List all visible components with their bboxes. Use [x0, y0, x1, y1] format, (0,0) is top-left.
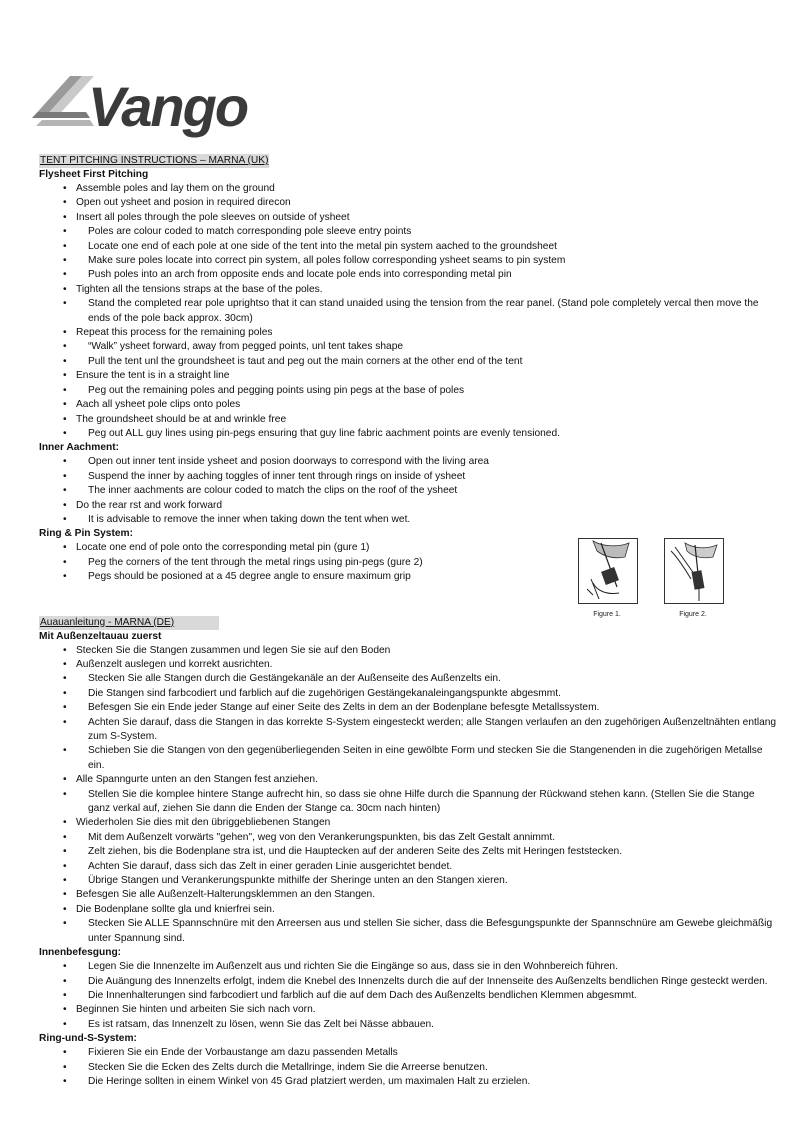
bullet-icon: •	[63, 384, 67, 396]
bullet-icon: •	[63, 975, 67, 987]
bullet-icon: •	[63, 774, 67, 786]
list-item-text: Außenzelt auslegen und korrekt ausrichten.	[76, 658, 273, 670]
list-item-text: Repeat this process for the remaining poles	[76, 327, 273, 339]
uk-content	[39, 168, 779, 585]
list-item-text: Die Bodenplane sollte gla und knierfrei sein.	[76, 903, 275, 915]
list-item	[39, 1003, 779, 1017]
list-item	[39, 427, 779, 441]
bullet-icon: •	[63, 211, 67, 223]
bullet-icon: •	[63, 989, 67, 1001]
list-item-text: Insert all poles through the pole sleeves on outside of ysheet	[76, 211, 350, 223]
list-item-text: Peg the corners of the tent through the metal rings using pin-pegs (gure 2)	[88, 556, 423, 568]
list-item	[39, 211, 779, 225]
logo-swoosh-icon	[32, 76, 94, 126]
bullet-icon: •	[63, 355, 67, 367]
instruction-list	[39, 1046, 779, 1089]
list-item	[39, 1061, 779, 1075]
list-item	[39, 484, 779, 498]
list-item	[39, 413, 779, 427]
list-item-text: Locate one end of pole onto the corresponding metal pin (gure 1)	[76, 542, 370, 554]
list-item	[39, 254, 779, 268]
list-item-text: “Walk” ysheet forward, away from pegged points, unl tent takes shape	[88, 341, 404, 353]
bullet-icon: •	[63, 1047, 67, 1059]
section-heading: Ring-und-S-System:	[39, 1033, 137, 1045]
bullet-icon: •	[63, 255, 67, 267]
list-item	[39, 860, 779, 874]
list-item-text: It is advisable to remove the inner when taking down the tent when wet.	[88, 513, 411, 525]
list-item-text: Stand the completed rear pole uprightso that it can stand unaided using the tension from the rear panel. (Stand pole completely vercal then move the ends of the pole back approx. 30cm)	[88, 298, 759, 324]
list-item-text: Stecken Sie ALLE Spannschnüre mit den Arreersen aus und stellen Sie sicher, dass die Befesgungspunkte der Spannschnüre am Gewebe gleichmäßig unter Spannung sind.	[88, 918, 773, 944]
bullet-icon: •	[63, 903, 67, 915]
list-item	[39, 340, 779, 354]
list-item-text: Befesgen Sie ein Ende jeder Stange auf einer Seite des Zelts in dem an der Bodenplane befesgte Metallssystem.	[88, 702, 600, 714]
list-item	[39, 369, 779, 383]
bullet-icon: •	[63, 513, 67, 525]
list-item	[39, 773, 779, 787]
list-item-text: Achten Sie darauf, dass die Stangen in das korrekte S-System eingesteckt werden; alle Stangen verlaufen an den zugehörigen Außenzeltnähten entlang zum S-System.	[88, 716, 777, 742]
bullet-icon: •	[63, 658, 67, 670]
list-item-text: Push poles into an arch from opposite ends and locate pole ends into corresponding metal pin	[88, 269, 512, 281]
bullet-icon: •	[63, 283, 67, 295]
list-item	[39, 658, 779, 672]
instruction-list	[39, 455, 779, 527]
list-item	[39, 182, 779, 196]
list-item	[39, 196, 779, 210]
list-item-text: The inner aachments are colour coded to match the clips on the roof of the ysheet	[88, 485, 458, 497]
bullet-icon: •	[63, 240, 67, 252]
list-item	[39, 687, 779, 701]
list-item	[39, 297, 779, 326]
bullet-icon: •	[63, 298, 67, 310]
list-item-text: Stecken Sie alle Stangen durch die Gestängekanäle an der Außenseite des Außenzelts ein.	[88, 673, 501, 685]
list-item	[39, 917, 779, 946]
bullet-icon: •	[63, 889, 67, 901]
bullet-icon: •	[63, 571, 67, 583]
list-item	[39, 283, 779, 297]
list-item	[39, 513, 779, 527]
list-item	[39, 989, 779, 1003]
list-item-text: Poles are colour coded to match corresponding pole sleeve entry points	[88, 226, 412, 238]
instruction-list	[39, 182, 779, 441]
bullet-icon: •	[63, 341, 67, 353]
de-section	[39, 612, 779, 1090]
bullet-icon: •	[63, 644, 67, 656]
list-item-text: Pegs should be posioned at a 45 degree angle to ensure maximum grip	[88, 571, 411, 583]
bullet-icon: •	[63, 413, 67, 425]
list-item	[39, 831, 779, 845]
list-item	[39, 455, 779, 469]
list-item	[39, 240, 779, 254]
list-item	[39, 1075, 779, 1089]
section-heading: Flysheet First Pitching	[39, 169, 149, 180]
list-item	[39, 355, 779, 369]
list-item-text: Suspend the inner by aaching toggles of inner tent through rings on inside of ysheet	[88, 470, 466, 482]
list-item	[39, 816, 779, 830]
section-heading: Mit Außenzeltauau zuerst	[39, 630, 162, 642]
list-item-text: Wiederholen Sie dies mit den übriggebliebenen Stangen	[76, 817, 331, 829]
bullet-icon: •	[63, 542, 67, 554]
logo-wordmark: Vango	[88, 75, 248, 138]
list-item-text: Ensure the tent is in a straight line	[76, 370, 230, 382]
section-heading: Innenbefesgung:	[39, 947, 122, 959]
list-item-text: Die Stangen sind farbcodiert und farblich auf die zugehörigen Gestängekanaleingangspunkte abgesmmt.	[88, 687, 561, 699]
list-item-text: Aach all ysheet pole clips onto poles	[76, 399, 241, 411]
uk-title: TENT PITCHING INSTRUCTIONS – MARNA (UK)	[40, 155, 269, 166]
figure-1-caption: Figure 1.	[593, 611, 621, 618]
instruction-list	[39, 960, 779, 1032]
figure-2-caption: Figure 2.	[679, 611, 707, 618]
bullet-icon: •	[63, 961, 67, 973]
list-item	[39, 470, 779, 484]
list-item-text: Make sure poles locate into correct pin system, all poles follow corresponding ysheet seams to pin system	[88, 255, 566, 267]
list-item-text: Übrige Stangen und Verankerungspunkte mithilfe der Sheringe unten an den Stangen xieren.	[88, 875, 508, 887]
bullet-icon: •	[63, 702, 67, 714]
list-item	[39, 644, 779, 658]
list-item	[39, 398, 779, 412]
section-heading: Ring & Pin System:	[39, 528, 133, 540]
list-item	[39, 888, 779, 902]
list-item	[39, 701, 779, 715]
list-item-text: Es ist ratsam, das Innenzelt zu lösen, wenn Sie das Zelt bei Nässe abbauen.	[88, 1018, 435, 1030]
bullet-icon: •	[63, 370, 67, 382]
list-item-text: Tighten all the tensions straps at the base of the poles.	[76, 283, 323, 295]
list-item	[39, 384, 779, 398]
list-item	[39, 960, 779, 974]
list-item-text: Do the rear rst and work forward	[76, 499, 223, 511]
list-item-text: Mit dem Außenzelt vorwärts "gehen", weg von den Verankerungspunkten, bis das Zelt Gestalt annimmt.	[88, 831, 556, 843]
bullet-icon: •	[63, 485, 67, 497]
list-item-text: Beginnen Sie hinten und arbeiten Sie sich nach vorn.	[76, 1004, 316, 1016]
bullet-icon: •	[63, 197, 67, 209]
de-title: Auauanleitung - MARNA (DE)	[39, 616, 219, 630]
vango-logo	[30, 68, 270, 138]
bullet-icon: •	[63, 1061, 67, 1073]
instruction-list	[39, 644, 779, 947]
list-item-text: Stellen Sie die komplee hintere Stange aufrecht hin, so dass sie ohne Hilfe durch die Spannung der Rückwand stehen kann. (Stellen Sie die Stange ganz verkal auf, ziehen Sie dann die Enden der Stange ca. 30cm nach hinten)	[88, 788, 755, 815]
list-item-text: The groundsheet should be at and wrinkle free	[76, 413, 287, 425]
list-item	[39, 1046, 779, 1060]
list-item	[39, 672, 779, 686]
bullet-icon: •	[63, 1075, 67, 1087]
bullet-icon: •	[63, 1018, 67, 1030]
list-item	[39, 499, 779, 513]
bullet-icon: •	[63, 860, 67, 872]
bullet-icon: •	[63, 499, 67, 511]
list-item-text: Schieben Sie die Stangen von den gegenüberliegenden Seiten in eine gewölbte Form und stecken Sie die Stangenenden in die zugehörigen Metallse ein.	[88, 745, 763, 771]
list-item-text: Open out inner tent inside ysheet and posion doorways to correspond with the living area	[88, 456, 489, 468]
section-heading: Inner Aachment:	[39, 442, 120, 454]
figure-2-ring-peg-illustration	[664, 538, 724, 604]
bullet-icon: •	[63, 875, 67, 887]
list-item-text: Open out ysheet and posion in required direcon	[76, 197, 291, 209]
bullet-icon: •	[63, 183, 67, 194]
bullet-icon: •	[63, 226, 67, 238]
bullet-icon: •	[63, 918, 67, 930]
bullet-icon: •	[63, 846, 67, 858]
list-item-text: Peg out ALL guy lines using pin-pegs ensuring that guy line fabric aachment points are evenly tensioned.	[88, 427, 560, 439]
list-item-text: Die Innenhalterungen sind farbcodiert und farblich auf die auf dem Dach des Außenzelts bendlichen Klemmen abgesmmt.	[88, 989, 637, 1001]
list-item	[39, 874, 779, 888]
bullet-icon: •	[63, 817, 67, 829]
bullet-icon: •	[63, 327, 67, 339]
list-item	[39, 1018, 779, 1032]
list-item	[39, 903, 779, 917]
bullet-icon: •	[63, 399, 67, 411]
list-item	[39, 744, 779, 773]
bullet-icon: •	[63, 831, 67, 843]
list-item	[39, 845, 779, 859]
bullet-icon: •	[63, 1004, 67, 1016]
bullet-icon: •	[63, 687, 67, 699]
list-item	[39, 788, 779, 817]
list-item-text: Stecken Sie die Stangen zusammen und legen Sie sie auf den Boden	[76, 644, 391, 656]
list-item	[39, 716, 779, 745]
bullet-icon: •	[63, 556, 67, 568]
bullet-icon: •	[63, 456, 67, 468]
list-item-text: Locate one end of each pole at one side of the tent into the metal pin system aached to the groundsheet	[88, 240, 557, 252]
uk-section	[39, 150, 779, 585]
list-item-text: Befesgen Sie alle Außenzelt-Halterungsklemmen an den Stangen.	[76, 889, 376, 901]
list-item-text: Zelt ziehen, bis die Bodenplane stra ist, und die Hauptecken auf der anderen Seite des Zelts mit Heringen feststecken.	[88, 846, 623, 858]
list-item-text: Die Auängung des Innenzelts erfolgt, indem die Knebel des Innenzelts durch die auf der Innenseite des Außenzelts bendlichen Ringe gesteckt werden.	[88, 975, 768, 987]
figure-1-pole-pin-illustration	[578, 538, 638, 604]
list-item	[39, 225, 779, 239]
bullet-icon: •	[63, 427, 67, 439]
list-item-text: Alle Spanngurte unten an den Stangen fest anziehen.	[76, 774, 318, 786]
bullet-icon: •	[63, 716, 67, 728]
list-item	[39, 975, 779, 989]
figures	[578, 538, 738, 624]
list-item-text: Die Heringe sollten in einem Winkel von 45 Grad platziert werden, um maximalen Halt zu erzielen.	[88, 1075, 531, 1087]
list-item-text: Fixieren Sie ein Ende der Vorbaustange am dazu passenden Metalls	[88, 1047, 398, 1059]
list-item-text: Pull the tent unl the groundsheet is taut and peg out the main corners at the other end of the tent	[88, 355, 523, 367]
bullet-icon: •	[63, 745, 67, 757]
bullet-icon: •	[63, 673, 67, 685]
bullet-icon: •	[63, 788, 67, 800]
list-item	[39, 268, 779, 282]
list-item-text: Assemble poles and lay them on the ground	[76, 183, 275, 194]
list-item-text: Legen Sie die Innenzelte im Außenzelt aus und richten Sie die Eingänge so aus, dass sie in den Wohnbereich führen.	[88, 961, 618, 973]
list-item	[39, 326, 779, 340]
list-item-text: Stecken Sie die Ecken des Zelts durch die Metallringe, indem Sie die Arreerse benutzen.	[88, 1061, 488, 1073]
bullet-icon: •	[63, 470, 67, 482]
list-item-text: Peg out the remaining poles and pegging points using pin pegs at the base of poles	[88, 384, 465, 396]
de-content	[39, 630, 779, 1090]
list-item-text: Achten Sie darauf, dass sich das Zelt in einer geraden Linie ausgerichtet bendet.	[88, 860, 453, 872]
bullet-icon: •	[63, 269, 67, 281]
